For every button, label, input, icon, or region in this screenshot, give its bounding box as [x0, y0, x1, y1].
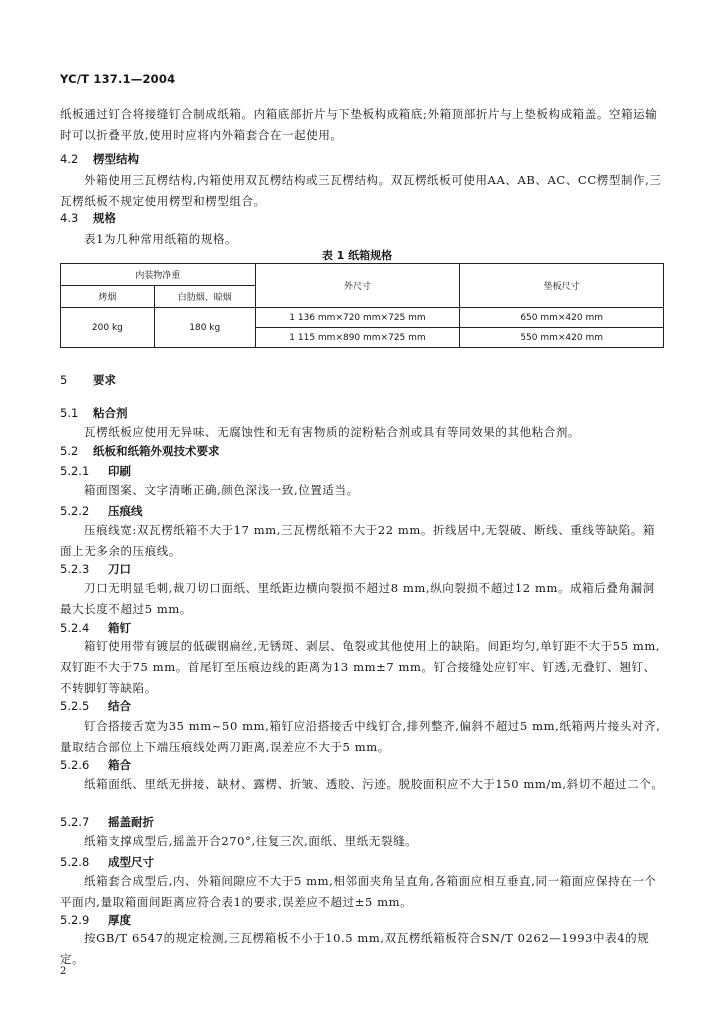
section-number: 4.3 [60, 211, 79, 225]
section-5-2-8-heading [60, 854, 154, 870]
section-number: 5.2.6 [60, 758, 90, 772]
cell-pad-size: 550 mm×420 mm [460, 328, 664, 348]
section-title: 规格 [93, 211, 116, 225]
cell-outer-size: 1 115 mm×890 mm×725 mm [255, 328, 460, 348]
section-number: 5.2.9 [60, 913, 90, 927]
section-number: 5.1 [60, 406, 79, 420]
header-flue-cured: 烤烟 [61, 286, 155, 308]
section-4-3-heading [60, 210, 116, 226]
section-title: 箱钉 [108, 621, 131, 635]
section-5-2-4-text: 箱钉使用带有镀层的低碳钢扁丝,无锈斑、剥层、龟裂或其他使用上的缺陷。间距均匀,单钉距不大于55 mm,双钉距不大于75 mm。首尾钉至压痕边线的距离为13 mm±7 mm。钉合接缝处应钉牢、钉透,无叠钉、翘钉、不转脚钉等缺陷。 [60, 639, 661, 695]
section-5-2-1-heading [60, 463, 131, 479]
section-title: 箱合 [108, 758, 131, 772]
section-number: 5.2.3 [60, 562, 90, 576]
section-5-2-8-text: 纸箱套合成型后,内、外箱间隙应不大于5 mm,相邻面夹角呈直角,各箱面应相互垂直,同一箱面应保持在一个平面内,量取箱面间距离应符合表1的要求,误差应不超过±5 mm。 [60, 874, 657, 909]
header-pad-size: 垫板尺寸 [460, 264, 664, 308]
section-number: 5.2 [60, 444, 79, 458]
section-5-2-9-text: 按GB/T 6547的规定检测,三瓦楞箱板不小于10.5 mm,双瓦楞纸箱板符合SN/T 0262—1993中表4的规定。 [60, 931, 650, 966]
page-number: 2 [60, 966, 67, 977]
section-title: 楞型结构 [93, 152, 139, 166]
section-5-2-3-heading [60, 561, 131, 577]
table-caption: 表 1 纸箱规格 [321, 249, 393, 262]
section-5-2-2-heading [60, 503, 143, 519]
section-4-2-heading [60, 151, 139, 167]
header-burley-air-cured: 白肋烟、晾烟 [154, 286, 255, 308]
header-outer-size: 外尺寸 [255, 264, 460, 308]
section-5-2-heading [60, 443, 220, 459]
section-5-2-3-text: 刀口无明显毛刺,裁刀切口面纸、里纸距边横向裂损不超过8 mm,纵向裂损不超过12 mm。成箱后叠角漏洞最大长度不超过5 mm。 [60, 581, 655, 616]
cell-flue-cured-weight: 200 kg [61, 308, 155, 348]
cell-outer-size: 1 136 mm×720 mm×725 mm [255, 308, 460, 328]
section-title: 纸板和纸箱外观技术要求 [93, 444, 220, 458]
section-5-2-6-text: 纸箱面纸、里纸无拼接、缺材、露楞、折皱、透胶、污迹。脱胶面积应不大于150 mm/m,斜切不超过二个。 [84, 777, 664, 791]
section-number: 5.2.4 [60, 621, 90, 635]
section-number: 5.2.8 [60, 855, 90, 869]
section-number: 5.2.2 [60, 504, 90, 518]
cell-pad-size: 650 mm×420 mm [460, 308, 664, 328]
section-5-2-5-heading [60, 698, 131, 714]
section-5-2-6-heading [60, 757, 131, 773]
section-title: 厚度 [108, 913, 131, 927]
header-net-weight: 内装物净重 [61, 264, 256, 286]
section-title: 成型尺寸 [108, 855, 154, 869]
intro-paragraph: 纸板通过钉合将接缝钉合制成纸箱。内箱底部折片与下垫板构成箱底;外箱顶部折片与上垫板构成箱盖。空箱运输时可以折叠平放,使用时应将内外箱套合在一起使用。 [60, 107, 658, 142]
section-title: 压痕线 [108, 504, 143, 518]
section-number: 4.2 [60, 152, 79, 166]
table-row [61, 308, 664, 328]
section-title: 粘合剂 [93, 406, 128, 420]
section-title: 要求 [93, 373, 116, 387]
section-number: 5 [60, 373, 68, 387]
section-4-3-text: 表1为几种常用纸箱的规格。 [84, 232, 238, 246]
section-5-2-7-heading [60, 814, 154, 830]
box-spec-table [60, 263, 664, 348]
section-number: 5.2.5 [60, 699, 90, 713]
section-5-2-1-text: 箱面图案、文字清晰正确,颜色深浅一致,位置适当。 [84, 483, 359, 497]
section-5-2-4-heading [60, 620, 131, 636]
section-title: 摇盖耐折 [108, 815, 154, 829]
section-5-2-7-text: 纸箱支撑成型后,摇盖开合270°,往复三次,面纸、里纸无裂缝。 [84, 834, 418, 848]
section-5-heading [60, 372, 116, 388]
section-title: 印刷 [108, 464, 131, 478]
section-4-2-text: 外箱使用三瓦楞结构,内箱使用双瓦楞结构或三瓦楞结构。双瓦楞纸板可使用AA、AB、AC、CC楞型制作,三瓦楞纸板不规定使用楞型和楞型组合。 [60, 173, 662, 208]
section-number: 5.2.1 [60, 464, 90, 478]
section-5-1-heading [60, 405, 128, 421]
section-5-2-2-text: 压痕线宽:双瓦楞纸箱不大于17 mm,三瓦楞纸箱不大于22 mm。折线居中,无裂破、断线、重线等缺陷。箱面上无多余的压痕线。 [60, 523, 656, 558]
section-number: 5.2.7 [60, 815, 90, 829]
section-title: 刀口 [108, 562, 131, 576]
section-5-2-9-heading [60, 912, 131, 928]
section-5-1-text: 瓦楞纸板应使用无异味、无腐蚀性和无有害物质的淀粉粘合剂或具有等同效果的其他粘合剂。 [84, 425, 581, 439]
standard-number: YC/T 137.1—2004 [60, 72, 176, 86]
section-title: 结合 [108, 699, 131, 713]
cell-burley-weight: 180 kg [154, 308, 255, 348]
section-5-2-5-text: 钉合搭接舌宽为35 mm~50 mm,箱钉应沿搭接舌中线钉合,排列整齐,偏斜不超过5 mm,纸箱两片接头对齐,量取结合部位上下端压痕线处两刀距离,误差应不大于5 mm。 [60, 719, 661, 754]
